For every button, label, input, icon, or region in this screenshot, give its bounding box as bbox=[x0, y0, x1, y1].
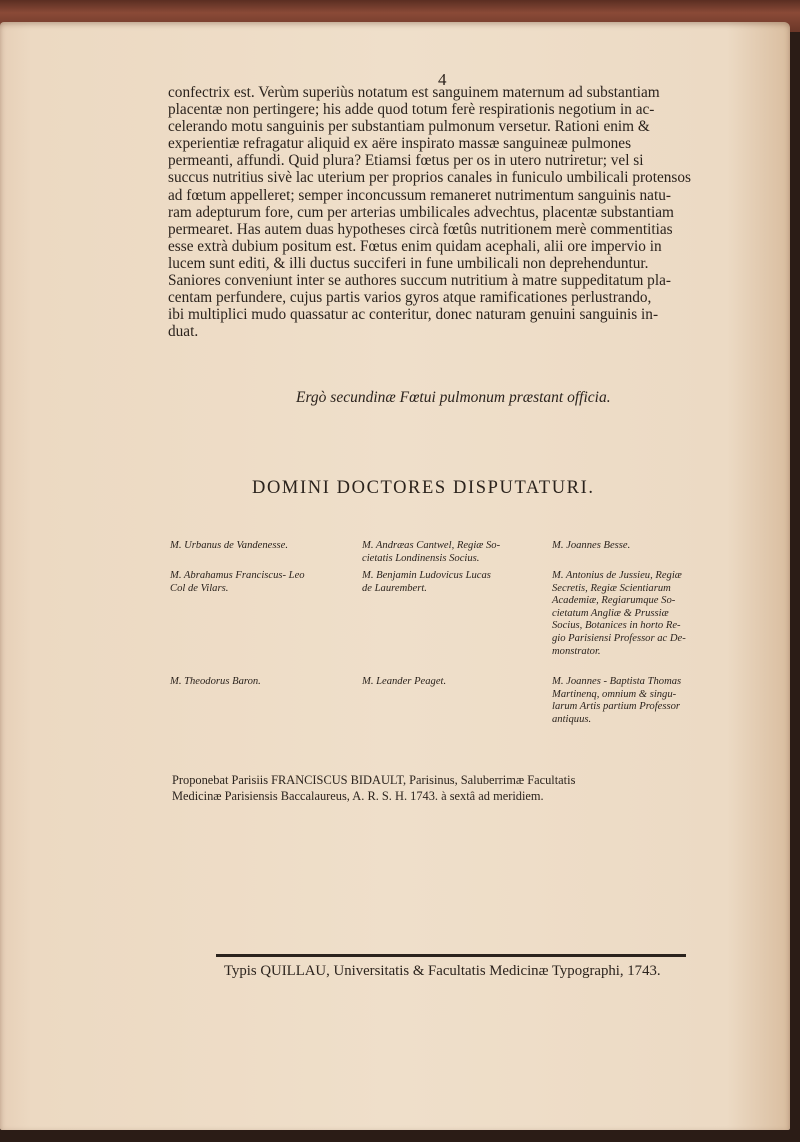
doctor-entry bbox=[170, 570, 350, 595]
doctor-line: M. Theodorus Baron. bbox=[170, 676, 261, 687]
doctor-line: cietatum Angliæ & Prussiæ bbox=[552, 607, 669, 619]
body-line: esse extrà dubium positum est. Fœtus enim quidam acephali, alii ore impervio in bbox=[168, 237, 662, 255]
doctor-line: M. Abrahamus Franciscus- Leo bbox=[170, 570, 305, 581]
proponebat-line: Medicinæ Parisiensis Baccalaureus, A. R. S. H. 1743. à sextâ ad meridiem. bbox=[172, 788, 544, 803]
proponebat-notice bbox=[172, 773, 738, 804]
doctor-entry bbox=[552, 570, 742, 658]
doctor-line: M. Andræas Cantwel, Regiæ So- bbox=[362, 540, 501, 551]
doctor-line: de Laurembert. bbox=[362, 582, 427, 594]
doctor-line: cietatis Londinensis Socius. bbox=[362, 552, 480, 564]
body-line: duat. bbox=[168, 323, 199, 341]
printer-imprint: Typis QUILLAU, Universitatis & Facultatis Medicinæ Typographi, 1743. bbox=[224, 963, 661, 979]
body-line: ad fœtum appelleret; semper inconcussum remaneret nutrimentum sanguinis natu- bbox=[168, 186, 671, 204]
proponebat-line: Proponebat Parisiis FRANCISCUS BIDAULT, Parisinus, Saluberrimæ Facultatis bbox=[172, 773, 576, 787]
doctor-line: M. Benjamin Ludovicus Lucas bbox=[362, 570, 491, 581]
doctor-line: M. Joannes Besse. bbox=[552, 540, 631, 551]
body-line: ram adepturum fore, cum per arterias umbilicales advechtus, placentæ substantiam bbox=[168, 203, 674, 221]
body-line: celerando motu sanguinis per substantiam pulmonum versetur. Rationi enim & bbox=[168, 118, 650, 136]
body-line: confectrix est. Verùm superiùs notatum est sanguinem maternum ad substantiam bbox=[168, 84, 660, 101]
doctor-line: M. Joannes - Baptista Thomas bbox=[552, 676, 682, 687]
doctor-line: larum Artis partium Professor bbox=[552, 701, 681, 713]
doctor-line: gio Parisiensi Professor ac De- bbox=[552, 632, 686, 644]
doctors-heading: DOMINI DOCTORES DISPUTATURI. bbox=[252, 478, 595, 498]
doctor-line: Secretis, Regiæ Scientiarum bbox=[552, 582, 671, 594]
doctor-line: Socius, Botanices in horto Re- bbox=[552, 620, 681, 632]
body-paragraph bbox=[168, 84, 738, 340]
doctor-line: M. Antonius de Jussieu, Regiæ bbox=[552, 570, 682, 581]
body-line: succus nutritius sivè lac uterium per proprios canales in funiculo umbilicali protensos bbox=[168, 169, 691, 187]
doctor-entry bbox=[552, 540, 742, 553]
body-line: lucem sunt editi, & illi ductus succiferi in fune umbilicali non deprehenduntur. bbox=[168, 254, 649, 272]
doctor-line: Academiæ, Regiarumque So- bbox=[552, 595, 676, 607]
imprint-rule bbox=[216, 954, 686, 957]
body-line: ibi multiplici mudo quassatur ac conteritur, donec naturam genuini sanguinis in- bbox=[168, 306, 659, 324]
doctor-entry bbox=[552, 676, 742, 726]
doctor-line: Martinenq, omnium & singu- bbox=[552, 688, 677, 700]
page-number: 4 bbox=[438, 70, 447, 89]
body-line: experientiæ refragatur aliquid ex aëre inspirato massæ sanguineæ pulmones bbox=[168, 135, 632, 153]
doctor-entry bbox=[362, 540, 547, 565]
body-line: placentæ non pertingere; his adde quod totum ferè respirationis negotium in ac- bbox=[168, 101, 655, 119]
body-line: centam perfundere, cujus partis varios gyros atque ramificationes perlustrando, bbox=[168, 289, 652, 307]
doctor-entry bbox=[362, 570, 547, 595]
doctor-line: antiquus. bbox=[552, 713, 592, 725]
doctor-line: monstrator. bbox=[552, 645, 601, 657]
doctor-line: M. Leander Peaget. bbox=[362, 676, 447, 687]
doctor-entry bbox=[170, 540, 350, 553]
thesis-conclusion: Ergò secundinæ Fœtui pulmonum præstant officia. bbox=[296, 389, 611, 406]
doctor-entry bbox=[362, 676, 547, 689]
body-line: permearet. Has autem duas hypotheses circà fœtûs nutritionem merè commentitias bbox=[168, 220, 673, 238]
body-line: permeanti, affundi. Quid plura? Etiamsi fœtus per os in utero nutriretur; vel si bbox=[168, 152, 644, 170]
doctor-entry bbox=[170, 676, 350, 689]
doctor-line: M. Urbanus de Vandenesse. bbox=[170, 540, 288, 551]
body-line: Saniores conveniunt inter se authores succum nutritium à matre suppeditatum pla- bbox=[168, 272, 671, 290]
doctor-line: Col de Vilars. bbox=[170, 582, 229, 594]
